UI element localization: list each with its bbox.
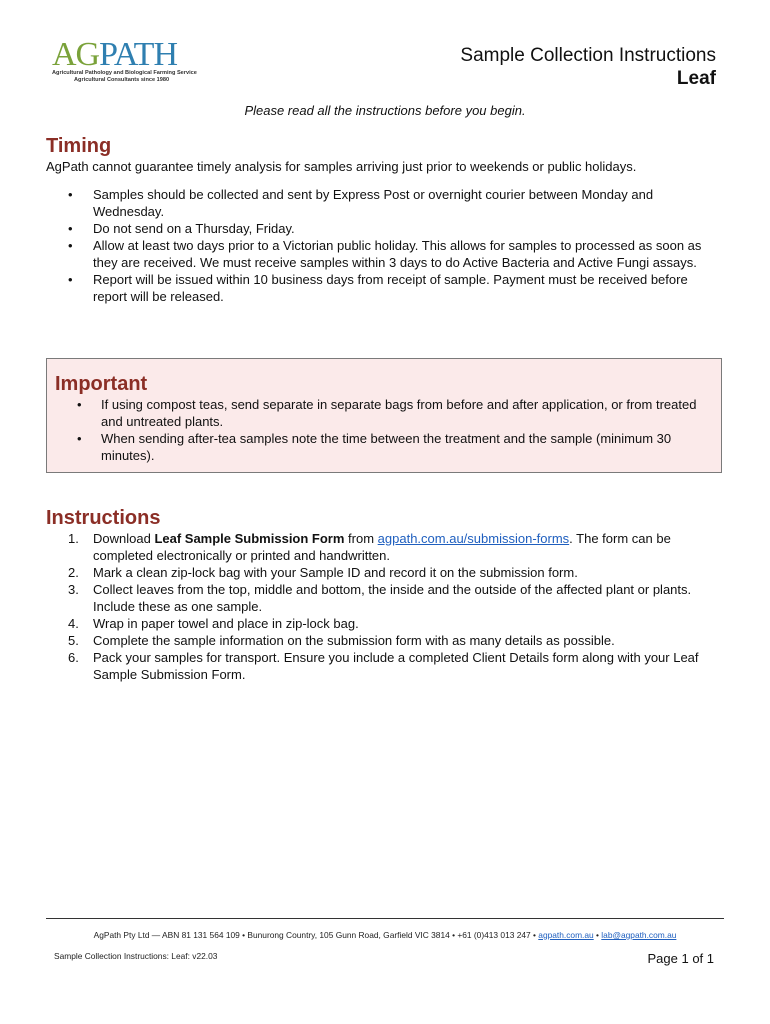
step-number: 3. xyxy=(68,582,79,597)
company-details: AgPath Pty Ltd — ABN 81 131 564 109 • Bunurong Country, 105 Gunn Road, Garfield VIC 3814 • +61 (0)413 013 247 • xyxy=(93,930,539,940)
list-item: • Allow at least two days prior to a Victorian public holiday. This allows for samples to processed as soon as they are received. We must receive samples within 3 days to do Active Bacteria and Active Fungi assays. xyxy=(46,237,720,271)
important-list xyxy=(55,396,715,464)
step-text: Pack your samples for transport. Ensure you include a completed Client Details form along with your Leaf Sample Submission Form. xyxy=(93,650,699,682)
website-link[interactable]: agpath.com.au xyxy=(538,930,594,940)
list-item: • When sending after-tea samples note the time between the treatment and the sample (minimum 30 minutes). xyxy=(55,430,715,464)
logo-tagline-1: Agricultural Pathology and Biological Farming Service xyxy=(52,70,197,76)
step-number: 5. xyxy=(68,633,79,648)
important-heading: Important xyxy=(55,373,148,395)
list-item xyxy=(46,564,712,581)
step-number: 4. xyxy=(68,616,79,631)
instructions-list xyxy=(46,530,712,683)
logo-wordmark xyxy=(52,36,192,73)
email-link[interactable]: lab@agpath.com.au xyxy=(601,930,677,940)
list-item: • If using compost teas, send separate in separate bags from before and after application, or from treated and untreated plants. xyxy=(55,396,715,430)
step-text-mid: from xyxy=(344,531,378,546)
submission-forms-link[interactable]: agpath.com.au/submission-forms xyxy=(377,531,570,546)
page-number: Page 1 of 1 xyxy=(647,951,714,966)
step-text-post: . The form can be completed electronically or printed and handwritten. xyxy=(93,531,671,563)
list-item xyxy=(46,581,712,615)
list-item: • Do not send on a Thursday, Friday. xyxy=(46,220,720,237)
footer-separator: • xyxy=(593,930,602,940)
step-text-pre: Download xyxy=(93,531,155,546)
title-line: Sample Collection Instructions xyxy=(460,45,716,66)
document-title xyxy=(460,44,716,90)
document-reference: Sample Collection Instructions: Leaf: v22.03 xyxy=(54,951,218,961)
timing-intro: AgPath cannot guarantee timely analysis for samples arriving just prior to weekends or public holidays. xyxy=(46,159,637,174)
step-number: 6. xyxy=(68,650,79,665)
important-box xyxy=(46,358,722,473)
list-item xyxy=(46,649,712,683)
list-item xyxy=(46,632,712,649)
step-text: Mark a clean zip-lock bag with your Sample ID and record it on the submission form. xyxy=(93,565,578,580)
step-text: Collect leaves from the top, middle and bottom, the inside and the outside of the affected plant or plants. Include these as one sample. xyxy=(93,582,692,614)
step-number: 1. xyxy=(68,531,79,546)
list-item: • Samples should be collected and sent by Express Post or overnight courier between Monday and Wednesday. xyxy=(46,186,720,220)
logo-tagline-2: Agricultural Consultants since 1980 xyxy=(74,77,170,83)
step-text: Complete the sample information on the submission form with as many details as possible. xyxy=(93,633,615,648)
footer-divider xyxy=(46,918,724,919)
logo-word-ag: AG xyxy=(52,36,100,73)
instructions-heading: Instructions xyxy=(46,507,161,529)
step-number: 2. xyxy=(68,565,79,580)
logo-word-path: PATH xyxy=(99,36,178,73)
list-item xyxy=(46,530,712,564)
timing-list xyxy=(46,186,720,305)
list-item: • Report will be issued within 10 business days from receipt of sample. Payment must be received before report will be released. xyxy=(46,271,720,305)
footer-contact-line xyxy=(0,930,770,940)
read-instructions-notice: Please read all the instructions before you begin. xyxy=(244,103,526,118)
agpath-logo xyxy=(52,36,197,84)
form-name: Leaf Sample Submission Form xyxy=(154,531,345,546)
list-item xyxy=(46,615,712,632)
step-text: Wrap in paper towel and place in zip-lock bag. xyxy=(93,616,359,631)
timing-heading: Timing xyxy=(46,135,112,157)
title-sample-type: Leaf xyxy=(676,68,716,89)
